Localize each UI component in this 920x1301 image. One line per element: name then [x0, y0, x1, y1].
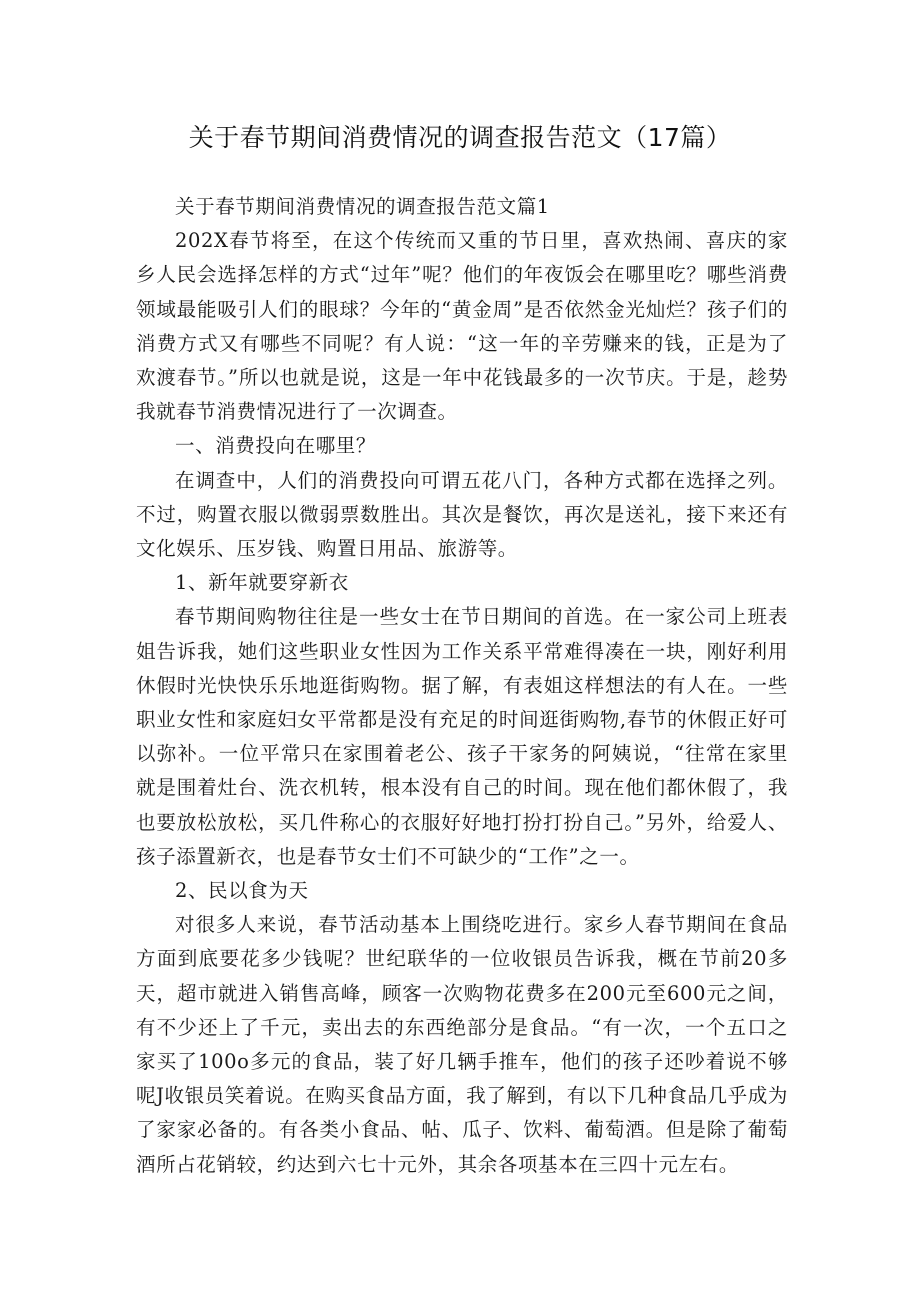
paragraph: 春节期间购物往往是一些女士在节日期间的首选。在一家公司上班表姐告诉我，她们这些职业女性因为工作关系平常难得凑在一块，刚好利用休假时光快快乐乐地逛街购物。据了解，有表姐这样想法的有人在。一些职业女性和家庭妇女平常都是没有充足的时间逛街购物,春节的休假正好可以弥补。一位平常只在家围着老公、孩子干家务的阿姨说，“往常在家里就是围着灶台、洗衣机转，根本没有自己的时间。现在他们都休假了，我也要放松放松，买几件称心的衣服好好地打扮打扮自己。”另外，给爱人、孩子添置新衣，也是春节女士们不可缺少的“工作”之一。 [136, 605, 788, 868]
paragraph: 在调查中，人们的消费投向可谓五花八门，各种方式都在选择之列。不过，购置衣服以微弱票数胜出。其次是餐饮，再次是送礼，接下来还有文化娱乐、压岁钱、购置日用品、旅游等。 [136, 468, 788, 561]
paragraph: 对很多人来说，春节活动基本上围绕吃进行。家乡人春节期间在食品方面到底要花多少钱呢？世纪联华的一位收银员告诉我，概在节前20多天，超市就进入销售高峰，顾客一次购物花费多在200元至600元之间，有不少还上了千元，卖出去的东西绝部分是食品。“有一次，一个五口之家买了100o多元的食品，装了好几辆手推车，他们的孩子还吵着说不够呢J收银员笑着说。在购买食品方面，我了解到，有以下几种食品几乎成为了家家必备的。有各类小食品、帖、瓜子、饮料、葡萄酒。但是除了葡萄酒所占花销较，约达到六七十元外，其余各项基本在三四十元左右。 [136, 913, 788, 1176]
subsection-heading: 2、民以食为天 [175, 879, 309, 903]
paragraph: 202X春节将至，在这个传统而又重的节日里，喜欢热闹、喜庆的家乡人民会选择怎样的方式“过年”呢？他们的年夜饭会在哪里吃？哪些消费领域最能吸引人们的眼球？今年的“黄金周”是否依然金光灿烂？孩子们的消费方式又有哪些不同呢？有人说：“这一年的辛劳赚来的钱，正是为了欢渡春节。”所以也就是说，这是一年中花钱最多的一次节庆。于是，趁势我就春节消费情况进行了一次调查。 [136, 229, 788, 424]
subsection-heading: 1、新年就要穿新衣 [175, 571, 349, 595]
document-title: 关于春节期间消费情况的调查报告范文（17篇） [188, 123, 732, 152]
section-heading: 关于春节期间消费情况的调查报告范文篇1 [175, 195, 550, 218]
document-body [136, 190, 788, 1182]
subsection-heading: 一、消费投向在哪里？ [175, 434, 377, 458]
